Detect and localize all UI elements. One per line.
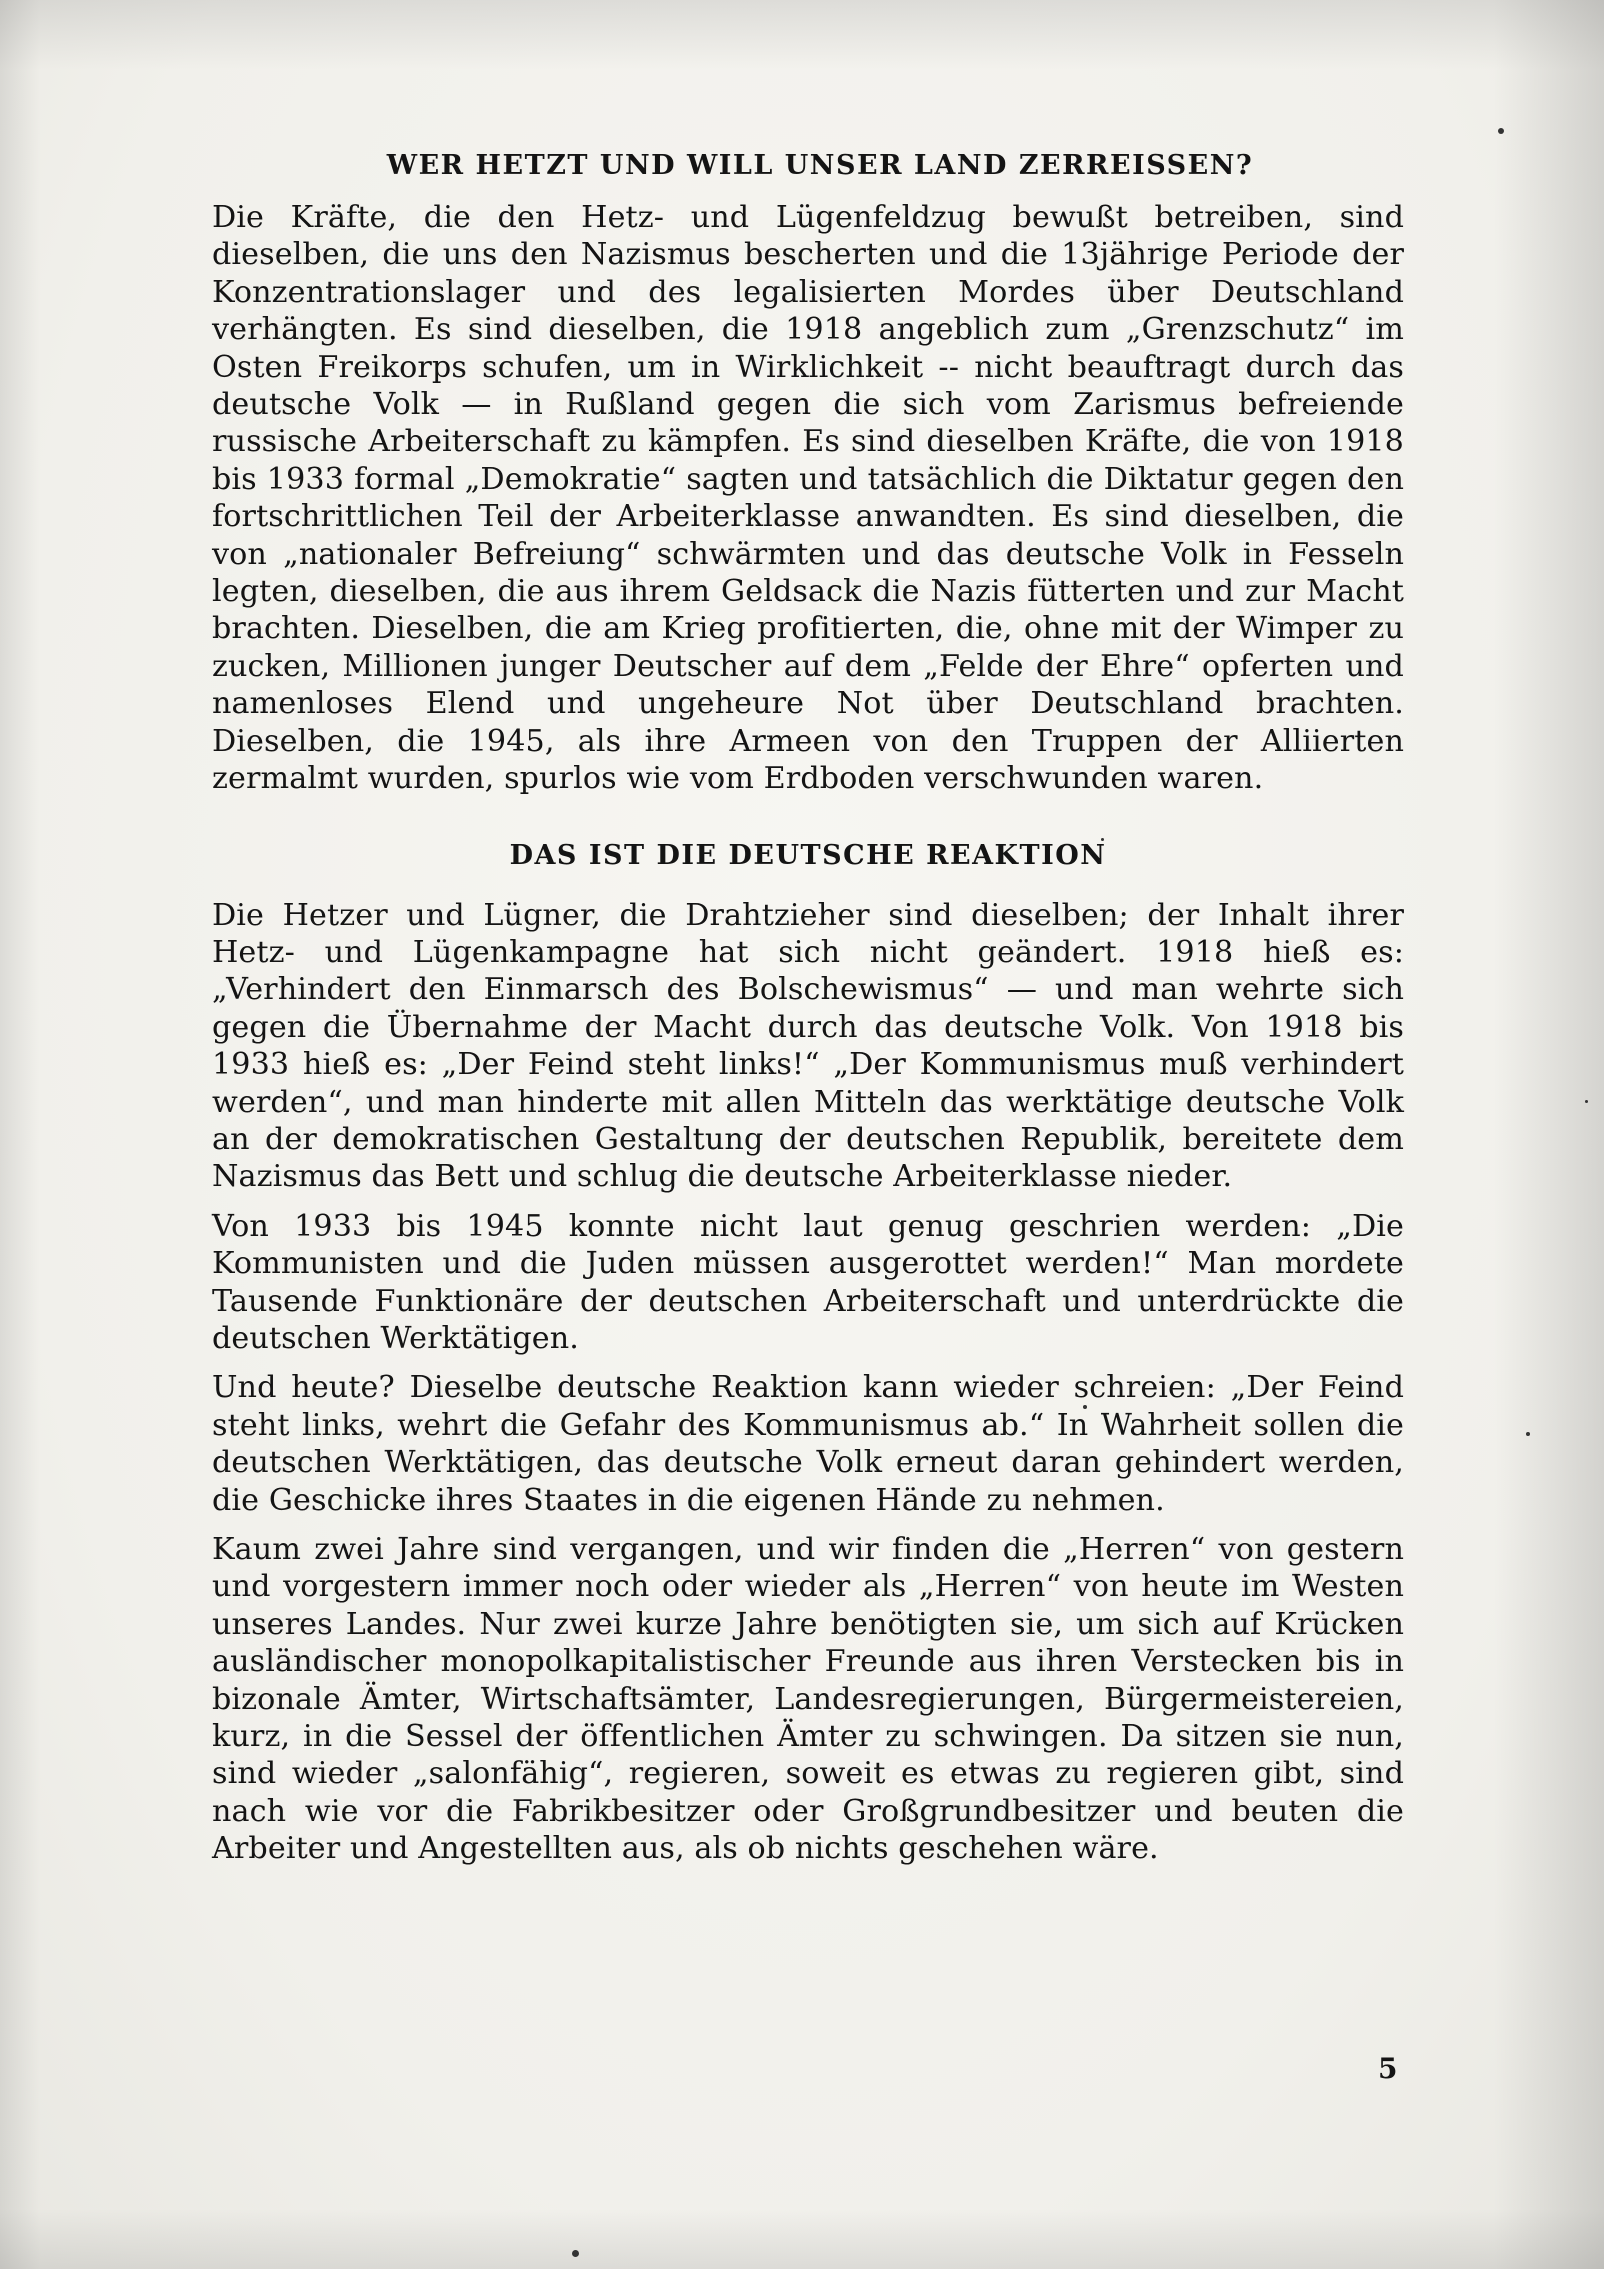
section-heading-2: DAS IST DIE DEUTSCHE REAKTION — [509, 839, 1107, 871]
scan-shadow-left — [0, 0, 40, 2269]
paragraph-3: Von 1933 bis 1945 konnte nicht laut genug geschrien werden: „Die Kommunisten und die Juden müssen ausgerottet werden!“ Man mordete Tausende Funktionäre der deutschen Arbeiterschaft und unterdrückte die deutschen Werktätigen. — [212, 1208, 1404, 1356]
paragraph-2: Die Hetzer und Lügner, die Drahtzieher sind dieselben; der Inhalt ihrer Hetz- und Lügenkampagne hat sich nicht geändert. 1918 hieß es: „Verhindert den Einmarsch des Bolschewismus“ — und man wehrte sich gegen die Übernahme der Macht durch das deutsche Volk. Von 1918 bis 1933 hieß es: „Der Feind steht links!“ „Der Kommunismus muß verhindert werden“, und man hinderte mit allen Mitteln das werktätige deutsche Volk an der demokratischen Gestaltung der deutschen Republik, bereitete dem Nazismus das Bett und schlug die deutsche Arbeiterklasse nieder. — [212, 897, 1404, 1195]
scan-speck — [1526, 1432, 1530, 1436]
scan-shadow-top — [0, 0, 1604, 70]
document-body — [212, 150, 1404, 1880]
scan-shadow-bottom — [0, 2209, 1604, 2269]
section-heading-1: WER HETZT UND WILL UNSER LAND ZERREISSEN? — [386, 150, 1254, 181]
scan-speck — [1585, 1100, 1588, 1103]
page-number: 5 — [1378, 2052, 1398, 2085]
paragraph-4: Und heute? Dieselbe deutsche Reaktion kann wieder schreien: „Der Feind steht links, wehrt die Gefahr des Kommunismus ab.“ In Wahrheit sollen die deutschen Werktätigen, das deutsche Volk erneut daran gehindert werden, die Geschicke ihres Staates in die eigenen Hände zu nehmen. — [212, 1370, 1404, 1518]
paragraph-5: Kaum zwei Jahre sind vergangen, und wir finden die „Herren“ von gestern und vorgestern immer noch oder wieder als „Herren“ von heute im Westen unseres Landes. Nur zwei kurze Jahre benötigten sie, um sich auf Krücken ausländischer monopolkapitalistischer Freunde aus ihren Verstecken bis in bizonale Ämter, Wirtschaftsämter, Landesregierungen, Bürgermeistereien, kurz, in die Sessel der öffentlichen Ämter zu schwingen. Da sitzen sie nun, sind wieder „salonfähig“, regieren, soweit es etwas zu regieren gibt, sind nach wie vor die Fabrikbesitzer oder Großgrundbesitzer und beuten die Arbeiter und Angestellten aus, als ob nichts geschehen wäre. — [212, 1532, 1404, 1867]
scan-shadow-right — [1494, 0, 1604, 2269]
paragraph-1: Die Kräfte, die den Hetz- und Lügenfeldzug bewußt betreiben, sind dieselben, die uns den Nazismus bescherten und die 13jährige Periode der Konzentrationslager und des legalisierten Mordes über Deutschland verhängten. Es sind dieselben, die 1918 angeblich zum „Grenzschutz“ im Osten Freikorps schufen, um in Wirklichkeit -- nicht beauftragt durch das deutsche Volk — in Rußland gegen die sich vom Zarismus befreiende russische Arbeiterschaft zu kämpfen. Es sind dieselben Kräfte, die von 1918 bis 1933 formal „Demokratie“ sagten und tatsächlich die Diktatur gegen den fortschrittlichen Teil der Arbeiterklasse anwandten. Es sind dieselben, die von „nationaler Befreiung“ schwärmten und das deutsche Volk in Fesseln legten, dieselben, die aus ihrem Geldsack die Nazis fütterten und zur Macht brachten. Dieselben, die am Krieg profitierten, die, ohne mit der Wimper zu zucken, Millionen junger Deutscher auf dem „Felde der Ehre“ opferten und namenloses Elend und ungeheure Not über Deutschland brachten. Dieselben, die 1945, als ihre Armeen von den Truppen der Alliierten zermalmt wurden, spurlos wie vom Erdboden verschwunden waren. — [212, 200, 1404, 797]
scan-speck — [572, 2250, 579, 2257]
scan-speck — [1498, 128, 1504, 134]
